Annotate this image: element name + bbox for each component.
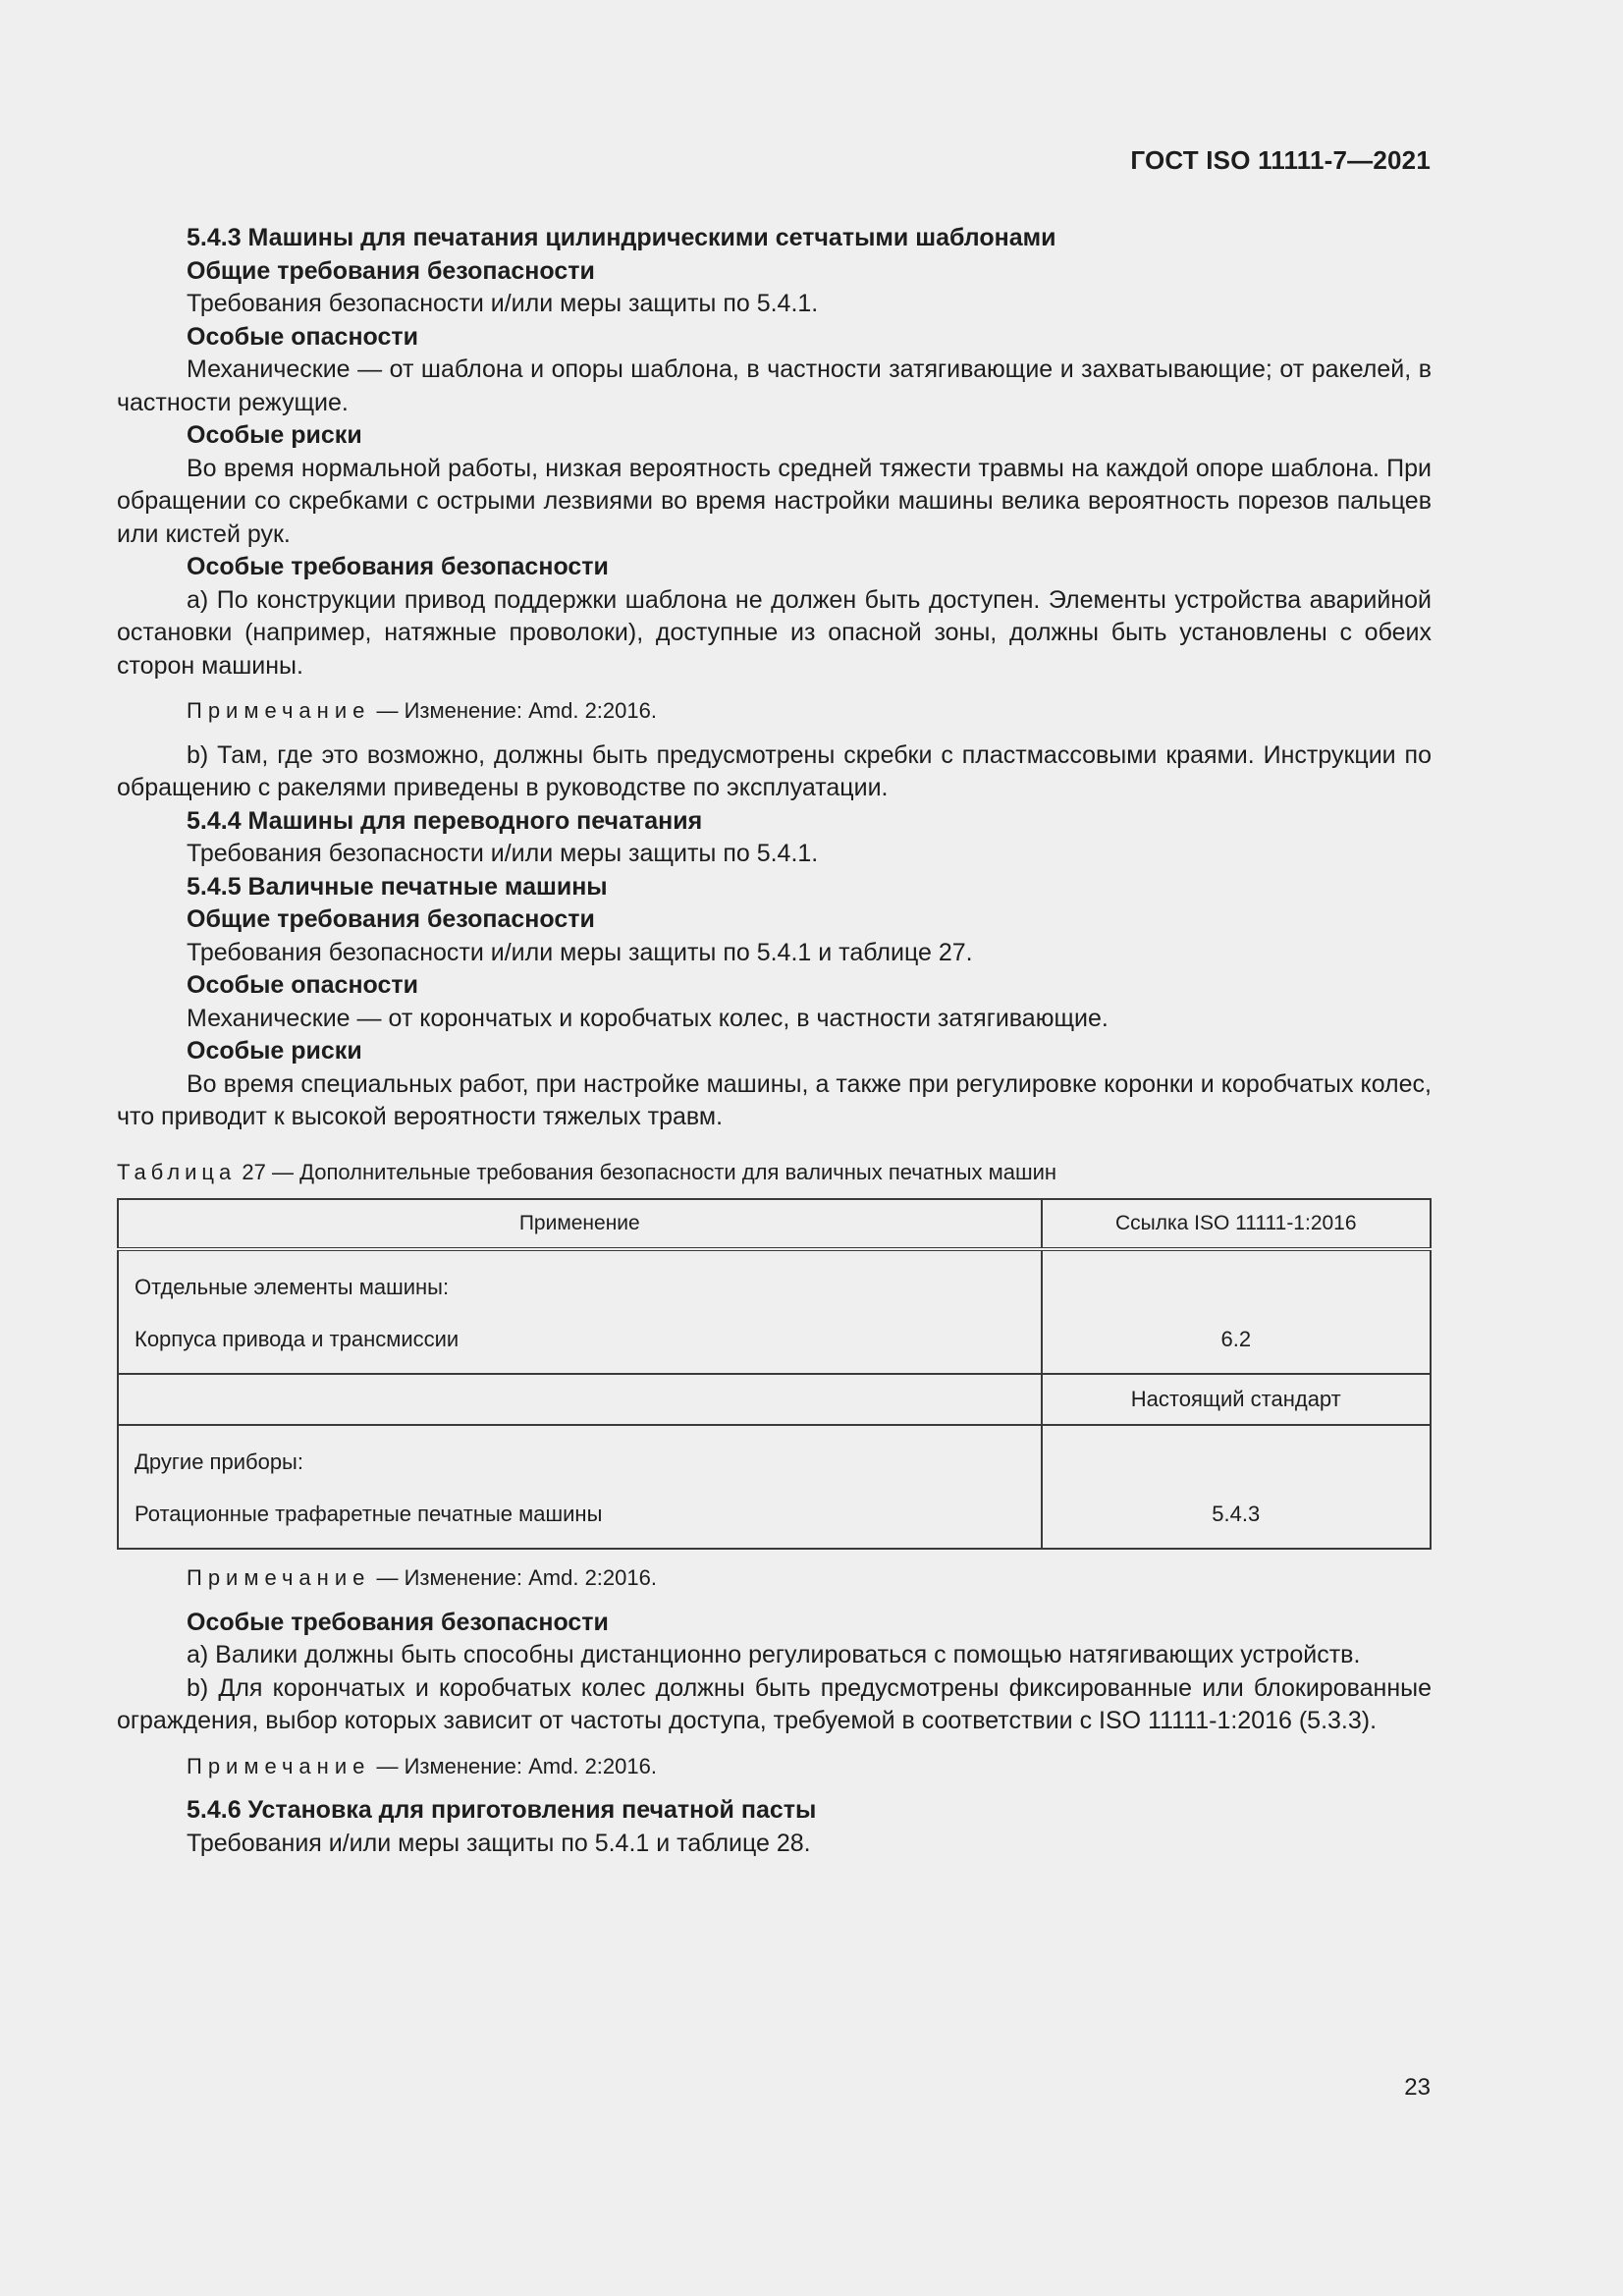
table-cell-reference: Настоящий стандарт — [1042, 1374, 1431, 1425]
note-text: — Изменение: Amd. 2:2016. — [370, 1753, 657, 1778]
note — [117, 1750, 1432, 1783]
section-title-5-4-3: 5.4.3 Машины для печатания цилиндрическими сетчатыми шаблонами — [187, 224, 1056, 251]
table-caption-text: 27 — Дополнительные требования безопасности для валичных печатных машин — [236, 1159, 1057, 1184]
section-title-5-4-6: 5.4.6 Установка для приготовления печатной пасты — [187, 1796, 817, 1824]
general-requirements-heading: Общие требования безопасности — [187, 905, 595, 933]
section-5-4-4-text: Требования безопасности и/или меры защиты по 5.4.1. — [187, 840, 819, 867]
table-header-reference: Ссылка ISO 11111-1:2016 — [1042, 1199, 1431, 1249]
special-hazards-heading: Особые опасности — [187, 322, 418, 351]
special-requirements-heading: Особые требования безопасности — [187, 1608, 609, 1636]
table-group-label: Отдельные элементы машины: — [135, 1275, 450, 1299]
table-item-label: Ротационные трафаретные печатные машины — [135, 1502, 603, 1526]
table-cell-application — [118, 1425, 1042, 1549]
page-number: 23 — [1404, 2074, 1431, 2101]
special-hazards-heading: Особые опасности — [187, 971, 418, 999]
document-id-header: ГОСТ ISO 11111-7—2021 — [1130, 145, 1431, 175]
requirement-item-b: b) Для корончатых и коробчатых колес должны быть предусмотрены фиксированные или блокированные ограждения, выбор которых зависит от частоты доступа, требуемой в соответствии с ISO 11111-1:2016 (5.3.3). — [117, 1673, 1432, 1734]
note-label: Примечание — [187, 1565, 371, 1590]
general-requirements-heading: Общие требования безопасности — [187, 256, 595, 285]
note-label: Примечание — [187, 1753, 371, 1778]
table-header-row — [118, 1199, 1431, 1249]
table-caption — [117, 1156, 1432, 1189]
requirement-item-b: b) Там, где это возможно, должны быть предусмотрены скребки с пластмассовыми краями. Инструкции по обращению с ракелями приведены в руководстве по эксплуатации. — [117, 740, 1432, 801]
section-title-5-4-5: 5.4.5 Валичные печатные машины — [187, 872, 608, 901]
special-hazards-text: Механические — от шаблона и опоры шаблона, в частности затягивающие и захватывающие; от ракелей, в частности режущие. — [117, 355, 1432, 416]
table-cell-empty — [118, 1374, 1042, 1425]
general-requirements-text: Требования безопасности и/или меры защиты по 5.4.1. — [187, 290, 819, 317]
table-caption-label: Таблица — [117, 1159, 237, 1184]
note — [117, 694, 1432, 728]
note-label: Примечание — [187, 698, 371, 723]
special-hazards-text: Механические — от корончатых и коробчатых колес, в частности затягивающие. — [187, 1004, 1109, 1032]
table-cell-reference: 6.2 — [1042, 1249, 1431, 1374]
table-row — [118, 1425, 1431, 1549]
table-header-application: Применение — [118, 1199, 1042, 1249]
requirement-item-a: a) Валики должны быть способны дистанционно регулироваться с помощью натягивающих устройств. — [187, 1641, 1361, 1668]
table-27 — [117, 1198, 1432, 1550]
table-row — [118, 1374, 1431, 1425]
special-risks-heading: Особые риски — [187, 1037, 362, 1065]
table-group-label: Другие приборы: — [135, 1449, 303, 1474]
table-item-label: Корпуса привода и трансмиссии — [135, 1327, 460, 1351]
table-cell-reference: 5.4.3 — [1042, 1425, 1431, 1549]
special-requirements-heading: Особые требования безопасности — [187, 553, 609, 580]
special-risks-heading: Особые риски — [187, 421, 362, 449]
table-row — [118, 1249, 1431, 1374]
special-risks-text: Во время нормальной работы, низкая вероятность средней тяжести травмы на каждой опоре шаблона. При обращении со скребками с острыми лезвиями во время настройки машины велика вероятность порезов пальцев или кистей рук. — [117, 454, 1432, 548]
note — [117, 1561, 1432, 1595]
section-title-5-4-4: 5.4.4 Машины для переводного печатания — [187, 806, 703, 835]
special-risks-text: Во время специальных работ, при настройке машины, а также при регулировке коронки и коробчатых колес, что приводит к высокой вероятности тяжелых травм. — [117, 1069, 1432, 1130]
general-requirements-text: Требования безопасности и/или меры защиты по 5.4.1 и таблице 27. — [187, 938, 973, 966]
requirement-item-a: a) По конструкции привод поддержки шаблона не должен быть доступен. Элементы устройства аварийной остановки (например, натяжные проволоки), доступные из опасной зоны, должны быть установлены с обеих сторон машины. — [117, 585, 1432, 680]
note-text: — Изменение: Amd. 2:2016. — [370, 1565, 657, 1590]
note-text: — Изменение: Amd. 2:2016. — [370, 698, 657, 723]
section-5-4-6-text: Требования и/или меры защиты по 5.4.1 и таблице 28. — [187, 1829, 811, 1857]
table-cell-application — [118, 1249, 1042, 1374]
page-content — [117, 222, 1432, 1860]
